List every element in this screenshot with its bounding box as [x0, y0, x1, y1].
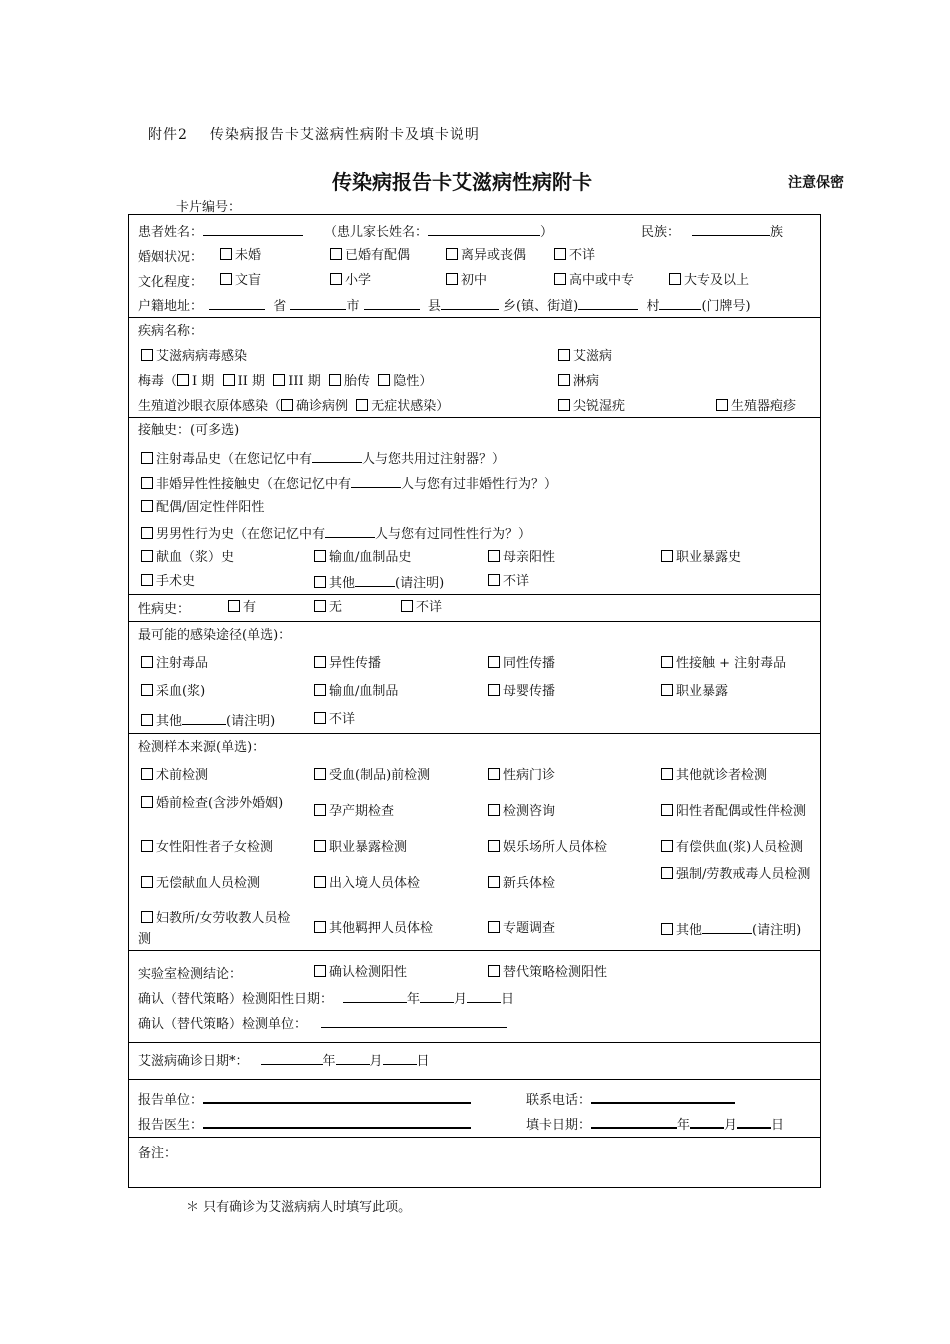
guardian-close: ） — [540, 225, 554, 240]
report-phone-field[interactable] — [591, 1090, 735, 1104]
contact-hetero-count-field[interactable] — [351, 475, 401, 488]
guardian-label: （患儿家长姓名： — [324, 225, 429, 240]
aids-date-row: 艾滋病确诊日期*： 年 月 日 — [138, 1054, 430, 1069]
contact-other[interactable]: 其他 (请注明) — [314, 574, 444, 592]
checkbox[interactable] — [554, 248, 566, 260]
annex-heading — [148, 124, 480, 144]
checkbox[interactable] — [314, 656, 326, 668]
sample-free-donor[interactable]: 无偿献血人员检测 — [141, 876, 260, 892]
route-homo[interactable]: 同性传播 — [488, 656, 555, 672]
disease-gonorrhea[interactable]: 淋病 — [558, 374, 599, 390]
contact-unknown[interactable]: 不详 — [488, 574, 529, 590]
sample-partner[interactable]: 阳性者配偶或性伴检测 — [661, 804, 806, 820]
contact-blood-donation[interactable]: 献血（浆）史 — [141, 550, 234, 566]
checkbox[interactable] — [488, 921, 500, 933]
sample-other-patients[interactable]: 其他就诊者检测 — [661, 768, 767, 784]
address-house-field[interactable] — [659, 297, 701, 310]
checkbox[interactable] — [314, 804, 326, 816]
education-illiterate[interactable]: 文盲 — [220, 273, 261, 289]
lab-alternative[interactable]: 替代策略检测阳性 — [488, 965, 607, 981]
education-college[interactable]: 大专及以上 — [669, 273, 749, 289]
checkbox[interactable] — [488, 876, 500, 888]
route-drug[interactable]: 注射毒品 — [141, 656, 208, 672]
checkbox[interactable] — [314, 684, 326, 696]
checkbox[interactable] — [314, 600, 326, 612]
checkbox[interactable] — [141, 656, 153, 668]
sample-pre-transfusion[interactable]: 受血(制品)前检测 — [314, 768, 430, 784]
education-primary[interactable]: 小学 — [330, 273, 371, 289]
route-plasma[interactable]: 采血(浆) — [141, 684, 205, 700]
checkbox[interactable] — [141, 684, 153, 696]
checkbox-syphilis-congenital[interactable] — [329, 374, 341, 386]
checkbox[interactable] — [141, 714, 153, 726]
checkbox[interactable] — [661, 550, 673, 562]
route-sex-drug[interactable]: 性接触 + 注射毒品 — [661, 656, 786, 672]
lab-unit-row: 确认（替代策略）检测单位： — [138, 1015, 507, 1033]
checkbox[interactable] — [661, 684, 673, 696]
card-number-label: 卡片编号： — [176, 200, 242, 215]
confidential-note: 注意保密 — [788, 175, 844, 191]
checkbox[interactable] — [220, 248, 232, 260]
checkbox[interactable] — [141, 796, 153, 808]
checkbox[interactable] — [330, 248, 342, 260]
education-senior[interactable]: 高中或中专 — [554, 273, 634, 289]
sample-vct[interactable]: 检测咨询 — [488, 804, 555, 820]
checkbox[interactable] — [141, 876, 153, 888]
checkbox[interactable] — [141, 911, 153, 923]
sample-occupational[interactable]: 职业暴露检测 — [314, 840, 407, 856]
checkbox[interactable] — [661, 923, 673, 935]
marital-unknown[interactable]: 不详 — [554, 248, 595, 264]
lab-month-field[interactable] — [420, 990, 454, 1003]
checkbox[interactable] — [446, 273, 458, 285]
sample-entertainment[interactable]: 娱乐场所人员体检 — [488, 840, 607, 856]
sample-survey[interactable]: 专题调查 — [488, 921, 555, 937]
contact-spouse[interactable]: 配偶/固定性伴阳性 — [141, 500, 264, 516]
checkbox[interactable] — [314, 712, 326, 724]
marital-label: 婚姻状况： — [138, 250, 204, 265]
checkbox[interactable] — [314, 876, 326, 888]
sample-prenatal[interactable]: 孕产期检查 — [314, 804, 394, 820]
checkbox-syphilis-latent[interactable] — [378, 374, 390, 386]
checkbox[interactable] — [488, 840, 500, 852]
disease-aids[interactable]: 艾滋病 — [558, 349, 612, 365]
contact-other-field[interactable] — [355, 574, 395, 587]
report-unit-row: 报告单位： — [138, 1090, 471, 1109]
report-doctor-row: 报告医生： — [138, 1115, 471, 1134]
route-other[interactable]: 其他 (请注明) — [141, 712, 275, 730]
disease-herpes[interactable]: 生殖器疱疹 — [716, 399, 796, 415]
report-phone-row: 联系电话： — [526, 1090, 735, 1109]
checkbox[interactable] — [141, 527, 153, 539]
aids-year-field[interactable] — [261, 1052, 323, 1065]
checkbox[interactable] — [488, 684, 500, 696]
disease-hiv-infection[interactable]: 艾滋病病毒感染 — [141, 349, 247, 365]
contact-hetero[interactable]: 非婚异性性接触史（在您记忆中有 人与您有过非婚性行为？） — [141, 475, 557, 493]
remarks-field[interactable] — [189, 1143, 809, 1183]
aids-day-field[interactable] — [383, 1052, 417, 1065]
checkbox[interactable] — [661, 867, 673, 879]
card-number — [176, 196, 241, 215]
divider — [129, 594, 820, 595]
contact-surgery[interactable]: 手术史 — [141, 574, 195, 590]
checkbox[interactable] — [558, 399, 570, 411]
report-doctor-field[interactable] — [203, 1115, 471, 1129]
checkbox[interactable] — [488, 965, 500, 977]
checkbox[interactable] — [314, 768, 326, 780]
divider — [129, 417, 820, 418]
sample-premarital[interactable]: 婚前检查(含涉外婚姻) — [138, 793, 296, 814]
card-title: 传染病报告卡艾滋病性病附卡 — [332, 170, 592, 194]
checkbox[interactable] — [141, 349, 153, 361]
ethnic-label: 民族： — [641, 225, 681, 240]
address-village-field[interactable] — [578, 297, 638, 310]
ethnic-suffix: 族 — [770, 225, 784, 240]
address-row: 户籍地址： 省 市 县 乡(镇、街道) 村 (门牌号) — [138, 299, 751, 314]
fill-year-field[interactable] — [591, 1115, 677, 1129]
contact-mother-positive[interactable]: 母亲阳性 — [488, 550, 555, 566]
checkbox[interactable] — [558, 374, 570, 386]
checkbox[interactable] — [488, 656, 500, 668]
report-unit-field[interactable] — [203, 1090, 471, 1104]
checkbox[interactable] — [661, 768, 673, 780]
marital-unmarried[interactable]: 未婚 — [220, 248, 261, 264]
marital-divorced[interactable]: 离异或丧偶 — [446, 248, 526, 264]
divider — [129, 1042, 820, 1043]
sample-label: 检测样本来源(单选)： — [138, 740, 266, 755]
fill-day-field[interactable] — [737, 1115, 771, 1129]
checkbox[interactable] — [558, 349, 570, 361]
checkbox[interactable] — [141, 840, 153, 852]
checkbox[interactable] — [314, 576, 326, 588]
education-label: 文化程度： — [138, 275, 204, 290]
sample-preoperative[interactable]: 术前检测 — [141, 768, 208, 784]
address-county-field[interactable] — [364, 297, 420, 310]
divider — [129, 317, 820, 318]
divider — [129, 733, 820, 734]
divider — [129, 950, 820, 951]
patient-name-row — [138, 223, 303, 241]
contact-label: 接触史：(可多选) — [138, 423, 240, 438]
checkbox[interactable] — [220, 273, 232, 285]
annex-title: 传染病报告卡艾滋病性病附卡及填卡说明 — [209, 127, 480, 143]
checkbox[interactable] — [488, 768, 500, 780]
divider — [129, 1079, 820, 1080]
route-other-field[interactable] — [182, 712, 226, 725]
contact-msm-count-field[interactable] — [325, 525, 375, 538]
checkbox[interactable] — [141, 477, 153, 489]
disease-condyloma[interactable]: 尖锐湿疣 — [558, 399, 625, 415]
lab-label: 实验室检测结论： — [138, 967, 243, 982]
marital-married[interactable]: 已婚有配偶 — [330, 248, 410, 264]
lab-day-field[interactable] — [467, 990, 501, 1003]
address-label: 户籍地址： — [138, 299, 204, 314]
checkbox[interactable] — [446, 248, 458, 260]
education-junior[interactable]: 初中 — [446, 273, 487, 289]
checkbox-syphilis-3[interactable] — [273, 374, 285, 386]
sample-border[interactable]: 出入境人员体检 — [314, 876, 420, 892]
checkbox[interactable] — [330, 273, 342, 285]
sample-rehab[interactable]: 强制/劳教戒毒人员检测 — [658, 864, 821, 885]
lab-unit-field[interactable] — [321, 1015, 507, 1028]
checkbox[interactable] — [141, 550, 153, 562]
address-city-field[interactable] — [290, 297, 346, 310]
sample-detainee[interactable]: 其他羁押人员体检 — [314, 921, 433, 937]
disease-syphilis-row: 梅毒（ I 期 II 期 III 期 胎传 隐性） — [138, 374, 433, 389]
sample-reeducation[interactable]: 妇教所/女劳收教人员检测 — [138, 911, 291, 947]
checkbox[interactable] — [488, 574, 500, 586]
patient-name-field[interactable] — [203, 223, 303, 236]
route-label: 最可能的感染途径(单选)： — [138, 628, 292, 643]
sample-other[interactable]: 其他 (请注明) — [661, 921, 801, 939]
checkbox-chlamydia-asymptomatic[interactable] — [356, 399, 368, 411]
checkbox[interactable] — [314, 965, 326, 977]
checkbox[interactable] — [716, 399, 728, 411]
sample-paid-donor[interactable]: 有偿供血(浆)人员检测 — [661, 840, 803, 856]
ethnic-field[interactable] — [692, 223, 770, 236]
lab-year-field[interactable] — [343, 990, 407, 1003]
route-hetero[interactable]: 异性传播 — [314, 656, 381, 672]
checkbox[interactable] — [314, 550, 326, 562]
sample-children[interactable]: 女性阳性者子女检测 — [141, 840, 273, 856]
route-transfusion[interactable]: 输血/血制品 — [314, 684, 398, 700]
contact-msm[interactable]: 男男性行为史（在您记忆中有 人与您有过同性性行为？） — [141, 525, 531, 543]
checkbox[interactable] — [141, 574, 153, 586]
sample-other-field[interactable] — [702, 921, 752, 934]
address-province-field[interactable] — [209, 297, 265, 310]
patient-name-label: 患者姓名： — [138, 225, 204, 240]
disease-chlamydia-row: 生殖道沙眼衣原体感染（ 确诊病例 无症状感染） — [138, 399, 450, 414]
checkbox[interactable] — [141, 500, 153, 512]
contact-drug-count-field[interactable] — [312, 450, 362, 463]
checkbox[interactable] — [661, 656, 673, 668]
guardian-name-field[interactable] — [428, 223, 540, 236]
std-history-label: 性病史： — [138, 602, 191, 617]
checkbox[interactable] — [141, 452, 153, 464]
contact-drug[interactable]: 注射毒品史（在您记忆中有 人与您共用过注射器？） — [141, 450, 505, 468]
checkbox[interactable] — [661, 804, 673, 816]
guardian-name-row — [324, 223, 553, 241]
report-fill-date-row: 填卡日期： 年 月 日 — [526, 1115, 784, 1134]
checkbox-chlamydia-confirmed[interactable] — [281, 399, 293, 411]
std-history-unknown[interactable]: 不详 — [401, 600, 442, 616]
annex-number: 附件2 — [148, 127, 188, 143]
checkbox[interactable] — [661, 840, 673, 852]
address-town-field[interactable] — [441, 297, 499, 310]
checkbox[interactable] — [314, 921, 326, 933]
std-history-yes[interactable]: 有 — [228, 600, 256, 616]
checkbox[interactable] — [401, 600, 413, 612]
report-form — [128, 214, 821, 1188]
checkbox[interactable] — [314, 840, 326, 852]
contact-transfusion[interactable]: 输血/血制品史 — [314, 550, 411, 566]
footnote: ＊ 只有确诊为艾滋病病人时填写此项。 — [186, 1200, 412, 1215]
contact-occupational[interactable]: 职业暴露史 — [661, 550, 741, 566]
fill-month-field[interactable] — [690, 1115, 724, 1129]
checkbox[interactable] — [554, 273, 566, 285]
route-occupational[interactable]: 职业暴露 — [661, 684, 728, 700]
remarks-label: 备注： — [138, 1146, 178, 1161]
lab-date-row: 确认（替代策略）检测阳性日期： 年 月 日 — [138, 992, 515, 1007]
checkbox[interactable] — [228, 600, 240, 612]
checkbox-syphilis-1[interactable] — [177, 374, 189, 386]
sample-std-clinic[interactable]: 性病门诊 — [488, 768, 555, 784]
divider — [129, 621, 820, 622]
checkbox[interactable] — [488, 804, 500, 816]
checkbox-syphilis-2[interactable] — [223, 374, 235, 386]
std-history-no[interactable]: 无 — [314, 600, 342, 616]
sample-recruit[interactable]: 新兵体检 — [488, 876, 555, 892]
route-mother-child[interactable]: 母婴传播 — [488, 684, 555, 700]
lab-confirmed[interactable]: 确认检测阳性 — [314, 965, 407, 981]
divider — [129, 1137, 820, 1138]
checkbox[interactable] — [669, 273, 681, 285]
checkbox[interactable] — [141, 768, 153, 780]
route-unknown[interactable]: 不详 — [314, 712, 355, 728]
aids-month-field[interactable] — [336, 1052, 370, 1065]
checkbox[interactable] — [488, 550, 500, 562]
ethnic-row — [641, 223, 783, 241]
disease-label: 疾病名称： — [138, 324, 204, 339]
